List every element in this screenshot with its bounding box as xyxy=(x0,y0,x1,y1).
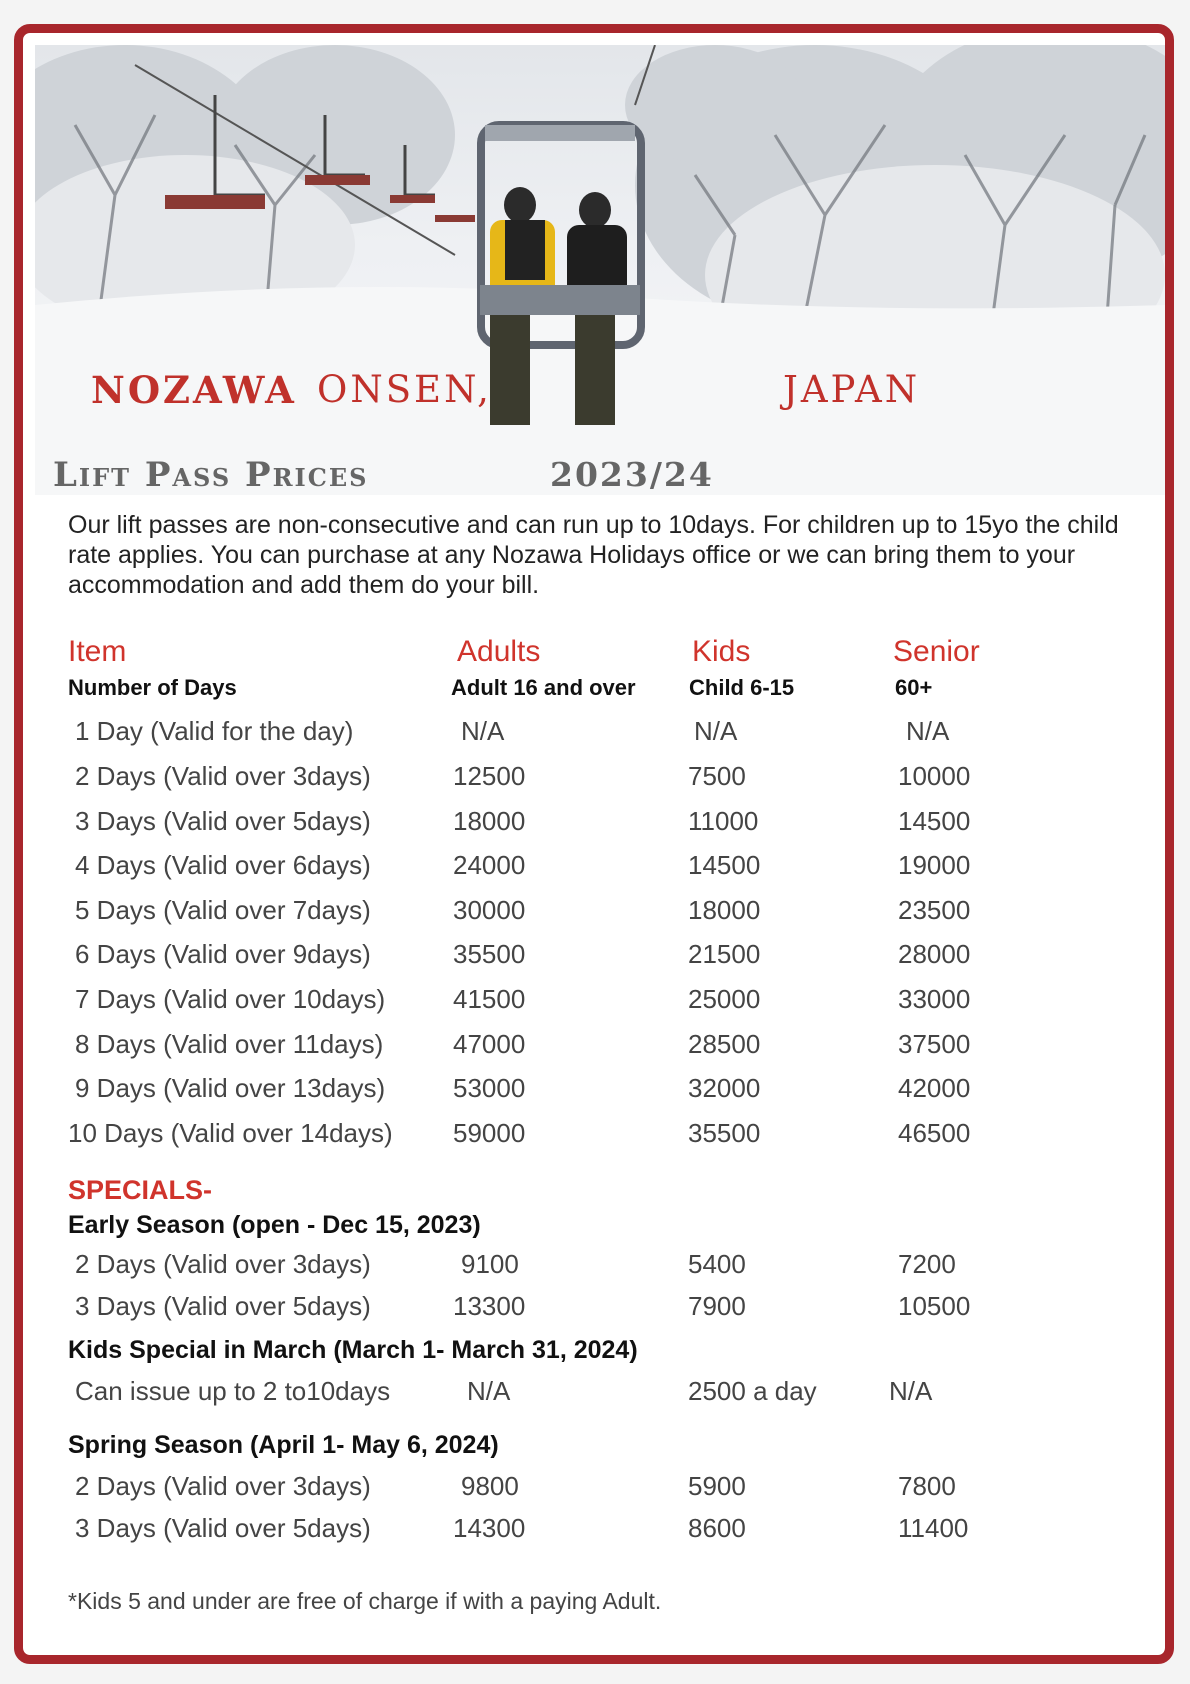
ski-lift-photo-icon xyxy=(35,45,1165,495)
row-label: 3 Days (Valid over 5days) xyxy=(75,1291,371,1321)
row-label: 8 Days (Valid over 11days) xyxy=(75,1029,384,1059)
row-label: 2 Days (Valid over 3days) xyxy=(75,1249,371,1279)
senior-price: 10500 xyxy=(898,1291,971,1321)
kids-price: 7500 xyxy=(688,761,746,791)
subheader-number-of-days: Number of Days xyxy=(68,675,237,700)
adult-price: 9800 xyxy=(461,1471,519,1501)
kids-price: 2500 a day xyxy=(688,1376,817,1406)
adult-price: 53000 xyxy=(453,1073,526,1103)
row-label: 3 Days (Valid over 5days) xyxy=(75,806,371,836)
subheader-kids: Child 6-15 xyxy=(689,675,795,700)
senior-price: 37500 xyxy=(898,1029,971,1059)
senior-price: 14500 xyxy=(898,806,971,836)
title-nozawa: NOZAWA xyxy=(91,368,297,412)
senior-price: 28000 xyxy=(898,939,971,969)
row-label: 3 Days (Valid over 5days) xyxy=(75,1513,371,1543)
adult-price: 14300 xyxy=(453,1513,526,1543)
page-frame xyxy=(14,24,1174,1664)
hero-banner xyxy=(35,45,1165,495)
title-onsen: ONSEN, xyxy=(317,368,492,411)
senior-price: 42000 xyxy=(898,1073,971,1103)
kids-price: 28500 xyxy=(688,1029,761,1059)
intro-paragraph: Our lift passes are non-consecutive and can run up to 10days. For children up to 15yo the child rate applies. You can purchase at any Nozawa Holidays office or we can bring them to your accommodation and add them do your bill. xyxy=(68,511,1119,599)
subtitle-lift-pass-prices: Lift Pass Prices xyxy=(53,455,369,495)
subheader-adults: Adult 16 and over xyxy=(451,675,636,700)
kids-price: 14500 xyxy=(688,850,761,880)
senior-price: N/A xyxy=(889,1376,933,1406)
kids-price: 21500 xyxy=(688,939,761,969)
adult-price: N/A xyxy=(461,716,505,746)
senior-price: 10000 xyxy=(898,761,971,791)
kids-price: 32000 xyxy=(688,1073,761,1103)
kids-price: 35500 xyxy=(688,1118,761,1148)
row-label: 5 Days (Valid over 7days) xyxy=(75,895,371,925)
adult-price: N/A xyxy=(467,1376,511,1406)
kids-special-title: Kids Special in March (March 1- March 31, 2024) xyxy=(68,1336,638,1364)
senior-price: 46500 xyxy=(898,1118,971,1148)
row-label: 10 Days (Valid over 14days) xyxy=(68,1118,393,1148)
subtitle-season-year: 2023/24 xyxy=(550,455,714,494)
subheader-senior: 60+ xyxy=(895,675,933,700)
adult-price: 59000 xyxy=(453,1118,526,1148)
adult-price: 18000 xyxy=(453,806,526,836)
row-label: 4 Days (Valid over 6days) xyxy=(75,850,371,880)
kids-price: N/A xyxy=(694,716,738,746)
senior-price: 23500 xyxy=(898,895,971,925)
adult-price: 13300 xyxy=(453,1291,526,1321)
senior-price: 7200 xyxy=(898,1249,956,1279)
row-label: 1 Day (Valid for the day) xyxy=(75,716,354,746)
kids-price: 11000 xyxy=(688,806,759,836)
kids-price: 25000 xyxy=(688,984,761,1014)
spring-season-title: Spring Season (April 1- May 6, 2024) xyxy=(68,1431,499,1459)
adult-price: 30000 xyxy=(453,895,526,925)
header-senior: Senior xyxy=(893,635,980,668)
kids-price: 5400 xyxy=(688,1249,746,1279)
senior-price: 33000 xyxy=(898,984,971,1014)
adult-price: 35500 xyxy=(453,939,526,969)
adult-price: 12500 xyxy=(453,761,526,791)
adult-price: 47000 xyxy=(453,1029,526,1059)
row-label: 2 Days (Valid over 3days) xyxy=(75,1471,371,1501)
senior-price: 7800 xyxy=(898,1471,956,1501)
header-kids: Kids xyxy=(692,635,751,668)
row-label: Can issue up to 2 to10days xyxy=(75,1376,391,1406)
row-label: 7 Days (Valid over 10days) xyxy=(75,984,386,1014)
adult-price: 41500 xyxy=(453,984,526,1014)
specials-title: SPECIALS- xyxy=(68,1175,213,1205)
row-label: 9 Days (Valid over 13days) xyxy=(75,1073,386,1103)
header-adults: Adults xyxy=(457,635,541,668)
adult-price: 24000 xyxy=(453,850,526,880)
header-item: Item xyxy=(68,635,127,668)
senior-price: 19000 xyxy=(898,850,971,880)
senior-price: N/A xyxy=(906,716,950,746)
kids-price: 8600 xyxy=(688,1513,746,1543)
senior-price: 11400 xyxy=(898,1513,969,1543)
row-label: 2 Days (Valid over 3days) xyxy=(75,761,371,791)
kids-price: 7900 xyxy=(688,1291,746,1321)
title-japan: JAPAN xyxy=(783,368,921,411)
row-label: 6 Days (Valid over 9days) xyxy=(75,939,371,969)
adult-price: 9100 xyxy=(461,1249,519,1279)
kids-price: 5900 xyxy=(688,1471,746,1501)
kids-price: 18000 xyxy=(688,895,761,925)
footnote: *Kids 5 and under are free of charge if with a paying Adult. xyxy=(68,1588,662,1614)
early-season-title: Early Season (open - Dec 15, 2023) xyxy=(68,1211,481,1239)
